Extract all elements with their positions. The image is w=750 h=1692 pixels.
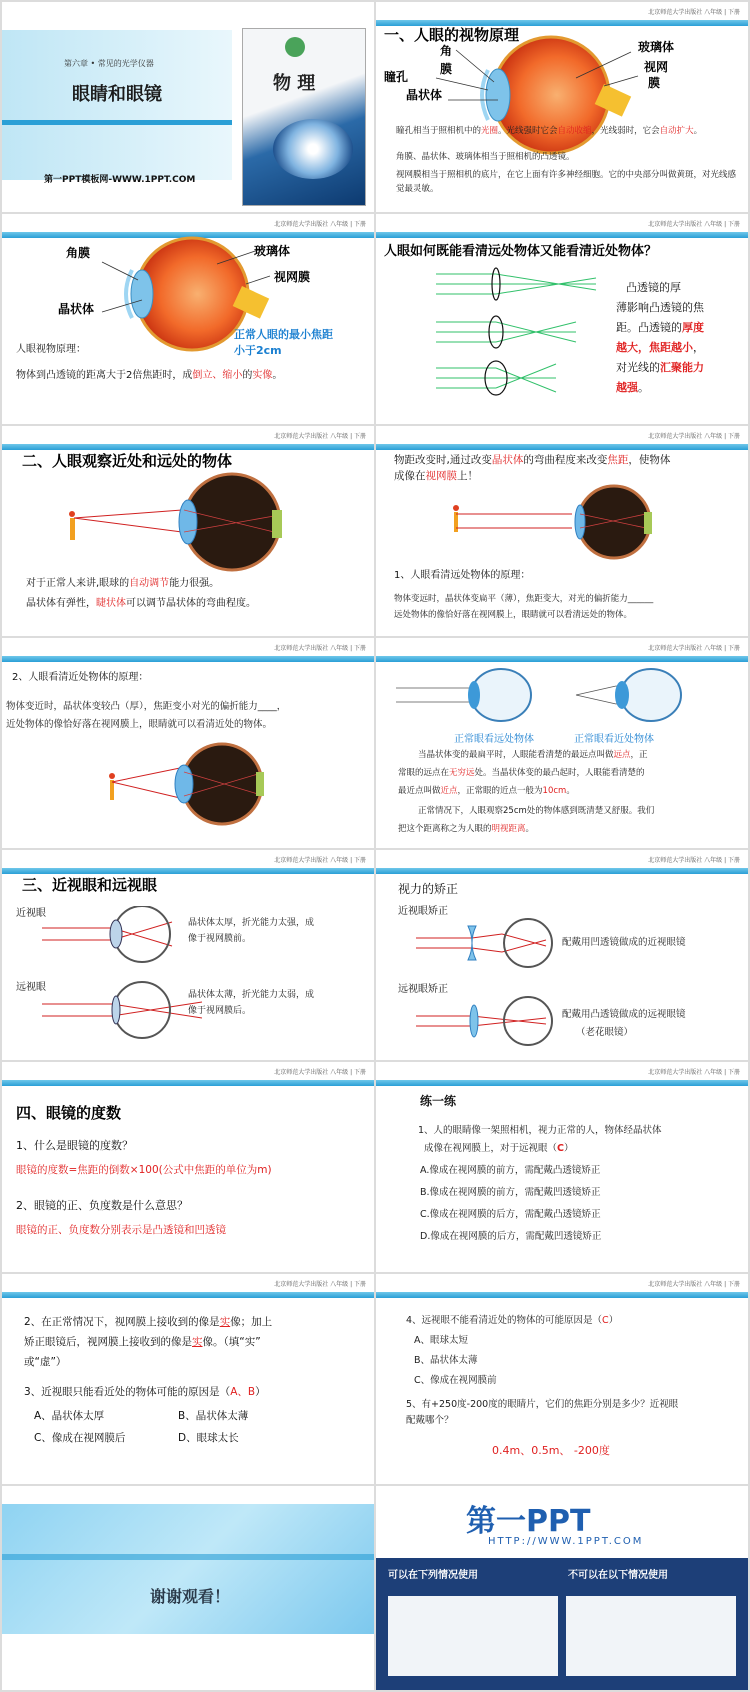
label-cornea: 角膜 [66, 246, 91, 260]
para-far-point: 当晶状体变的最扁平时，人眼能看清楚的最远点叫做远点，正 [418, 750, 648, 760]
lens-ray-diagram [396, 262, 616, 402]
para-pupil: 瞳孔相当于照相机中的光圈。光线强时它会自动收缩，光线弱时，它会自动扩大。 [396, 126, 703, 136]
practice-q5b: 配戴哪个？ [406, 1415, 454, 1426]
eye-accommodation-diagram [2, 470, 374, 580]
far-principle-1: 物体变远时，晶状体变扁平（薄），焦距变大，对光的偏折能力______ [394, 594, 654, 604]
header-publisher: 北京师范大学出版社 八年级 | 下册 [274, 221, 366, 228]
header-publisher: 北京师范大学出版社 八年级 | 下册 [274, 433, 366, 440]
label-lens: 晶状体 [58, 302, 95, 316]
label-cornea-1: 角 [440, 44, 453, 58]
normal-eye-diagrams [376, 660, 748, 730]
para-clear-distance: 把这个距离称之为人眼的明视距离。 [398, 824, 535, 834]
near-principle-heading: 2、人眼看清近处物体的原理： [12, 672, 149, 683]
practice-q3: 3、近视眼只能看近处的物体可能的原因是（A、B） [24, 1386, 266, 1398]
lens-text-6: 越强。 [616, 381, 649, 394]
allowed-heading: 可以在下列情况使用 [388, 1570, 478, 1581]
slide-title [2, 2, 374, 212]
practice-q4: 4、远视眼不能看清近处的物体的可能原因是（C） [406, 1315, 619, 1326]
slide-near-object [2, 638, 374, 848]
myopia-correction-desc: 配戴用凹透镜做成的近视眼镜 [562, 937, 686, 948]
para-near-point: 最近点叫做近点，正常眼的近点一般为10cm。 [398, 786, 575, 796]
para-focal-change-2: 成像在视网膜上！ [394, 470, 478, 482]
practice-question-1: 1、人的眼睛像一架照相机，视力正常的人，物体经晶状体 [418, 1125, 662, 1136]
lens-text-1: 凸透镜的厚 [626, 281, 681, 294]
para-lens: 角膜、晶状体、玻璃体相当于照相机的凸透镜。 [396, 152, 575, 162]
lens-text-4: 越大，焦距越小， [616, 341, 704, 354]
slide-practice-3 [376, 1274, 748, 1484]
slide-near-far [2, 426, 374, 636]
practice-q5: 5、有+250度-200度的眼睛片，它们的焦距分别是多少？近视眼 [406, 1399, 679, 1410]
near-principle-2: 近处物体的像恰好落在视网膜上，眼睛就可以看清近处的物体。 [6, 719, 273, 730]
para-comfort: 正常情况下，人眼观察25cm处的物体感到既清楚又舒服。我们 [418, 806, 655, 816]
slide-title-text: 眼睛和眼镜 [72, 84, 162, 105]
eye-far-diagram [376, 484, 748, 564]
header-publisher: 北京师范大学出版社 八年级 | 下册 [648, 1069, 740, 1076]
slide-heading: 三、近视眼和远视眼 [22, 876, 158, 894]
lens-text-3: 距。凸透镜的厚度 [616, 321, 704, 334]
practice-q2-line2: 矫正眼镜后，视网膜上接收到的像是实像。（填“实” [24, 1336, 261, 1348]
option-c: C.像成在视网膜的后方，需配戴凸透镜矫正 [420, 1209, 601, 1220]
option-d: D.像成在视网膜的后方，需配戴凹透镜矫正 [420, 1231, 602, 1242]
option-b: B、晶状体太薄 [414, 1355, 478, 1366]
site-label: 第一PPT模板网-WWW.1PPT.COM [44, 175, 196, 185]
option-d: D、眼球太长 [178, 1432, 239, 1444]
slide-heading: 一、人眼的视物原理 [384, 26, 520, 44]
header-publisher: 北京师范大学出版社 八年级 | 下册 [274, 857, 366, 864]
para-focal-change: 物距改变时,通过改变晶状体的弯曲程度来改变焦距，使物体 [394, 454, 671, 466]
correction-diagram [406, 912, 586, 1060]
para-retina: 视网膜相当于照相机的底片，在它上面有许多神经细胞。它的中央部分叫做黄斑，对光线感觉最灵敏。 [396, 170, 737, 194]
slide-far-object [376, 426, 748, 636]
slide-heading: 人眼如何既能看清远处物体又能看清近处物体？ [384, 244, 658, 259]
option-c: C、像成在视网膜后 [34, 1432, 126, 1444]
slide-myopia-hyperopia [2, 850, 374, 1060]
para-accommodation: 对于正常人来讲,眼球的自动调节能力很强。 [26, 578, 220, 589]
slide-lens-thickness [376, 214, 748, 424]
label-lens: 晶状体 [406, 88, 443, 102]
note-focal-1: 正常人眼的最小焦距 [234, 328, 333, 341]
para-ciliary: 晶状体有弹性，睫状体可以调节晶状体的弯曲程度。 [26, 598, 256, 609]
eye-near-diagram [2, 742, 374, 842]
practice-question-1b: 成像在视网膜上，对于远视眼（C） [424, 1143, 574, 1154]
option-c: C、像成在视网膜前 [414, 1375, 497, 1386]
label-myopia-correction: 近视眼矫正 [398, 906, 448, 917]
practice-q2-line1: 2、在正常情况下，视网膜上接收到的像是实像；加上 [24, 1316, 273, 1328]
slide-thanks [2, 1486, 374, 1690]
label-vitreous: 玻璃体 [638, 40, 675, 54]
note-focal-2: 小于2cm [234, 344, 282, 357]
hyperopia-desc-1: 晶状体太薄，折光能力太弱，成 [188, 990, 315, 1000]
slide-heading: 视力的矫正 [398, 882, 459, 896]
question-2: 2、眼镜的正、负度数是什么意思？ [16, 1199, 188, 1212]
label-myopia: 近视眼 [16, 908, 46, 919]
hyperopia-desc-2: 像于视网膜后。 [188, 1006, 252, 1016]
slide-eye-principle [376, 2, 748, 212]
practice-q2-line3: 或“虚”） [24, 1356, 67, 1368]
header-publisher: 北京师范大学出版社 八年级 | 下册 [648, 433, 740, 440]
slide-eye-imaging [2, 214, 374, 424]
label-vitreous: 玻璃体 [254, 244, 291, 258]
slide-vision-correction [376, 850, 748, 1060]
slide-glasses-degree [2, 1062, 374, 1272]
label-hyperopia: 远视眼 [16, 982, 46, 993]
slide-practice-1 [376, 1062, 748, 1272]
header-publisher: 北京师范大学出版社 八年级 | 下册 [274, 1281, 366, 1288]
option-b: B.像成在视网膜的前方，需配戴凹透镜矫正 [420, 1187, 601, 1198]
header-publisher: 北京师范大学出版社 八年级 | 下册 [648, 9, 740, 16]
option-a: A.像成在视网膜的前方，需配戴凸透镜矫正 [420, 1165, 601, 1176]
question-1: 1、什么是眼镜的度数？ [16, 1139, 133, 1152]
slide-brand [376, 1486, 748, 1690]
para-infinity: 常眼的远点在无穷远处。当晶状体变的最凸起时，人眼能看清楚的 [398, 768, 645, 778]
label-retina: 视网膜 [274, 270, 311, 284]
slide-heading: 二、人眼观察近处和远处的物体 [22, 452, 233, 470]
label-cornea-2: 膜 [440, 62, 453, 76]
thanks-text: 谢谢观看！ [150, 1587, 231, 1606]
slide-heading: 练一练 [420, 1094, 457, 1108]
lens-text-5: 对光线的汇聚能力 [616, 361, 704, 374]
option-a: A、眼球太短 [414, 1335, 468, 1346]
far-principle-2: 远处物体的像恰好落在视网膜上，眼睛就可以看清远处的物体。 [394, 610, 633, 620]
presbyopia-label: （老花眼镜） [576, 1027, 634, 1038]
myopia-desc-1: 晶状体太厚，折光能力太强，成 [188, 918, 315, 928]
lens-text-2: 薄影响凸透镜的焦 [616, 301, 704, 314]
slide-heading: 四、眼镜的度数 [16, 1104, 122, 1122]
caption-near: 正常眼看近处物体 [574, 734, 654, 745]
label-hyperopia-correction: 远视眼矫正 [398, 984, 448, 995]
caption-far: 正常眼看远处物体 [454, 734, 534, 745]
book-title: 物 理 [273, 73, 316, 94]
answer-1: 眼镜的度数=焦距的倒数×100(公式中焦距的单位为m) [16, 1164, 272, 1176]
header-publisher: 北京师范大学出版社 八年级 | 下册 [274, 1069, 366, 1076]
header-publisher: 北京师范大学出版社 八年级 | 下册 [274, 645, 366, 652]
brand-url: HTTP://WWW.1PPT.COM [488, 1536, 644, 1547]
answer-2: 眼镜的正、负度数分别表示是凸透镜和凹透镜 [16, 1224, 226, 1236]
header-publisher: 北京师范大学出版社 八年级 | 下册 [648, 221, 740, 228]
option-a: A、晶状体太厚 [34, 1410, 105, 1422]
header-publisher: 北京师范大学出版社 八年级 | 下册 [648, 1281, 740, 1288]
header-publisher: 北京师范大学出版社 八年级 | 下册 [648, 857, 740, 864]
slide-near-far-point [376, 638, 748, 848]
near-principle-1: 物体变近时，晶状体变较凸（厚），焦距变小对光的偏折能力____， [6, 701, 287, 712]
slide-practice-2 [2, 1274, 374, 1484]
option-b: B、晶状体太薄 [178, 1410, 249, 1422]
para-imaging: 物体到凸透镜的距离大于2倍焦距时，成倒立、缩小的实像。 [16, 370, 283, 381]
header-publisher: 北京师范大学出版社 八年级 | 下册 [648, 645, 740, 652]
textbook-cover [242, 28, 366, 206]
label-retina-2: 膜 [648, 76, 661, 90]
label-pupil: 瞳孔 [384, 70, 409, 84]
forbidden-heading: 不可以在以下情况使用 [568, 1570, 668, 1581]
para-principle: 人眼视物原理： [16, 344, 86, 355]
far-principle-heading: 1、人眼看清远处物体的原理： [394, 570, 531, 581]
label-retina-1: 视网 [644, 60, 669, 74]
practice-answer: 0.4m、0.5m、 -200度 [492, 1444, 610, 1457]
hyperopia-correction-desc: 配戴用凸透镜做成的远视眼镜 [562, 1009, 686, 1020]
brand-logo: 第一PPT [466, 1504, 591, 1539]
myopia-desc-2: 像于视网膜前。 [188, 934, 252, 944]
chapter-label: 第六章 • 常见的光学仪器 [64, 59, 154, 68]
